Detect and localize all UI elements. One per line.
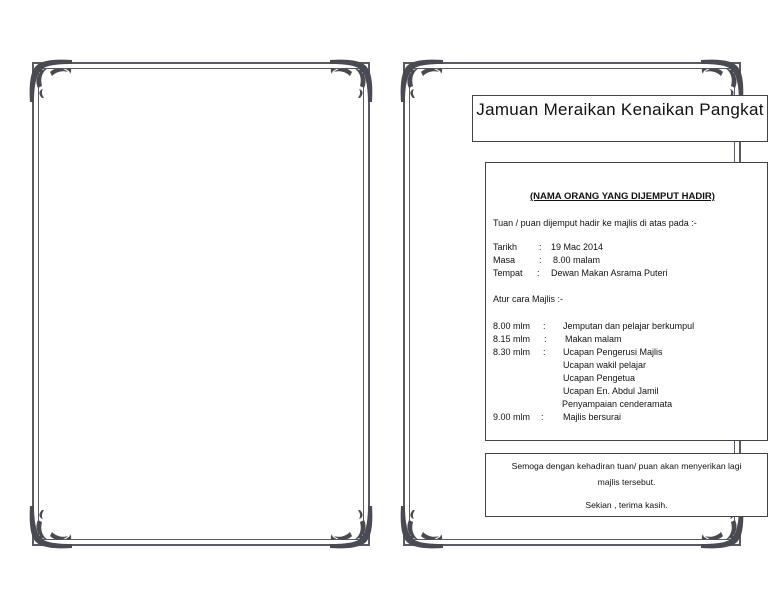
left-inner-frame (38, 68, 364, 540)
agenda-item: Penyampaian cenderamata (562, 399, 673, 409)
agenda-item: Makan malam (565, 334, 622, 344)
left-page (28, 58, 374, 550)
detail-label: Tarikh (493, 242, 518, 252)
detail-label: Masa (493, 255, 516, 265)
agenda-item: Ucapan Pengerusi Majlis (563, 347, 663, 357)
corner-ornament-icon (328, 58, 374, 104)
agenda-separator: : (544, 334, 547, 344)
agenda-separator: : (543, 321, 546, 331)
agenda-time: 8.15 mlm (493, 334, 531, 344)
agenda-item: Ucapan Pengetua (563, 373, 636, 383)
detail-value: 19 Mac 2014 (551, 242, 604, 252)
invitation-body (485, 162, 768, 441)
agenda-heading: Atur cara Majlis :- (493, 294, 564, 304)
detail-separator: : (539, 255, 542, 265)
detail-value: 8.00 malam (553, 255, 601, 265)
invitation-line: Tuan / puan dijemput hadir ke majlis di atas pada :- (493, 218, 697, 228)
detail-separator: : (539, 242, 542, 252)
card-title: Jamuan Meraikan Kenaikan Pangkat (472, 95, 768, 142)
agenda-time: 8.30 mlm (493, 347, 531, 357)
corner-ornament-icon (28, 504, 74, 550)
detail-value: Dewan Makan Asrama Puteri (551, 268, 668, 278)
guest-name-heading: (NAMA ORANG YANG DIJEMPUT HADIR) (530, 191, 715, 202)
agenda-separator: : (541, 412, 544, 422)
closing-note (485, 453, 768, 517)
closing-line: Semoga dengan kehadiran tuan/ puan akan menyerikan lagi (511, 461, 742, 471)
closing-line: majlis tersebut. (597, 477, 656, 487)
agenda-item: Majlis bersurai (563, 412, 622, 422)
closing-thanks: Sekian , terima kasih. (585, 500, 668, 510)
detail-separator: : (537, 268, 540, 278)
agenda-time: 9.00 mlm (493, 412, 531, 422)
agenda-item: Ucapan wakil pelajar (563, 360, 647, 370)
corner-ornament-icon (328, 504, 374, 550)
corner-ornament-icon (399, 504, 445, 550)
agenda-item: Jemputan dan pelajar berkumpul (563, 321, 695, 331)
corner-ornament-icon (399, 58, 445, 104)
agenda-time: 8.00 mlm (493, 321, 531, 331)
agenda-item: Ucapan En. Abdul Jamil (563, 386, 659, 396)
agenda-separator: : (543, 347, 546, 357)
detail-label: Tempat (493, 268, 523, 278)
corner-ornament-icon (28, 58, 74, 104)
